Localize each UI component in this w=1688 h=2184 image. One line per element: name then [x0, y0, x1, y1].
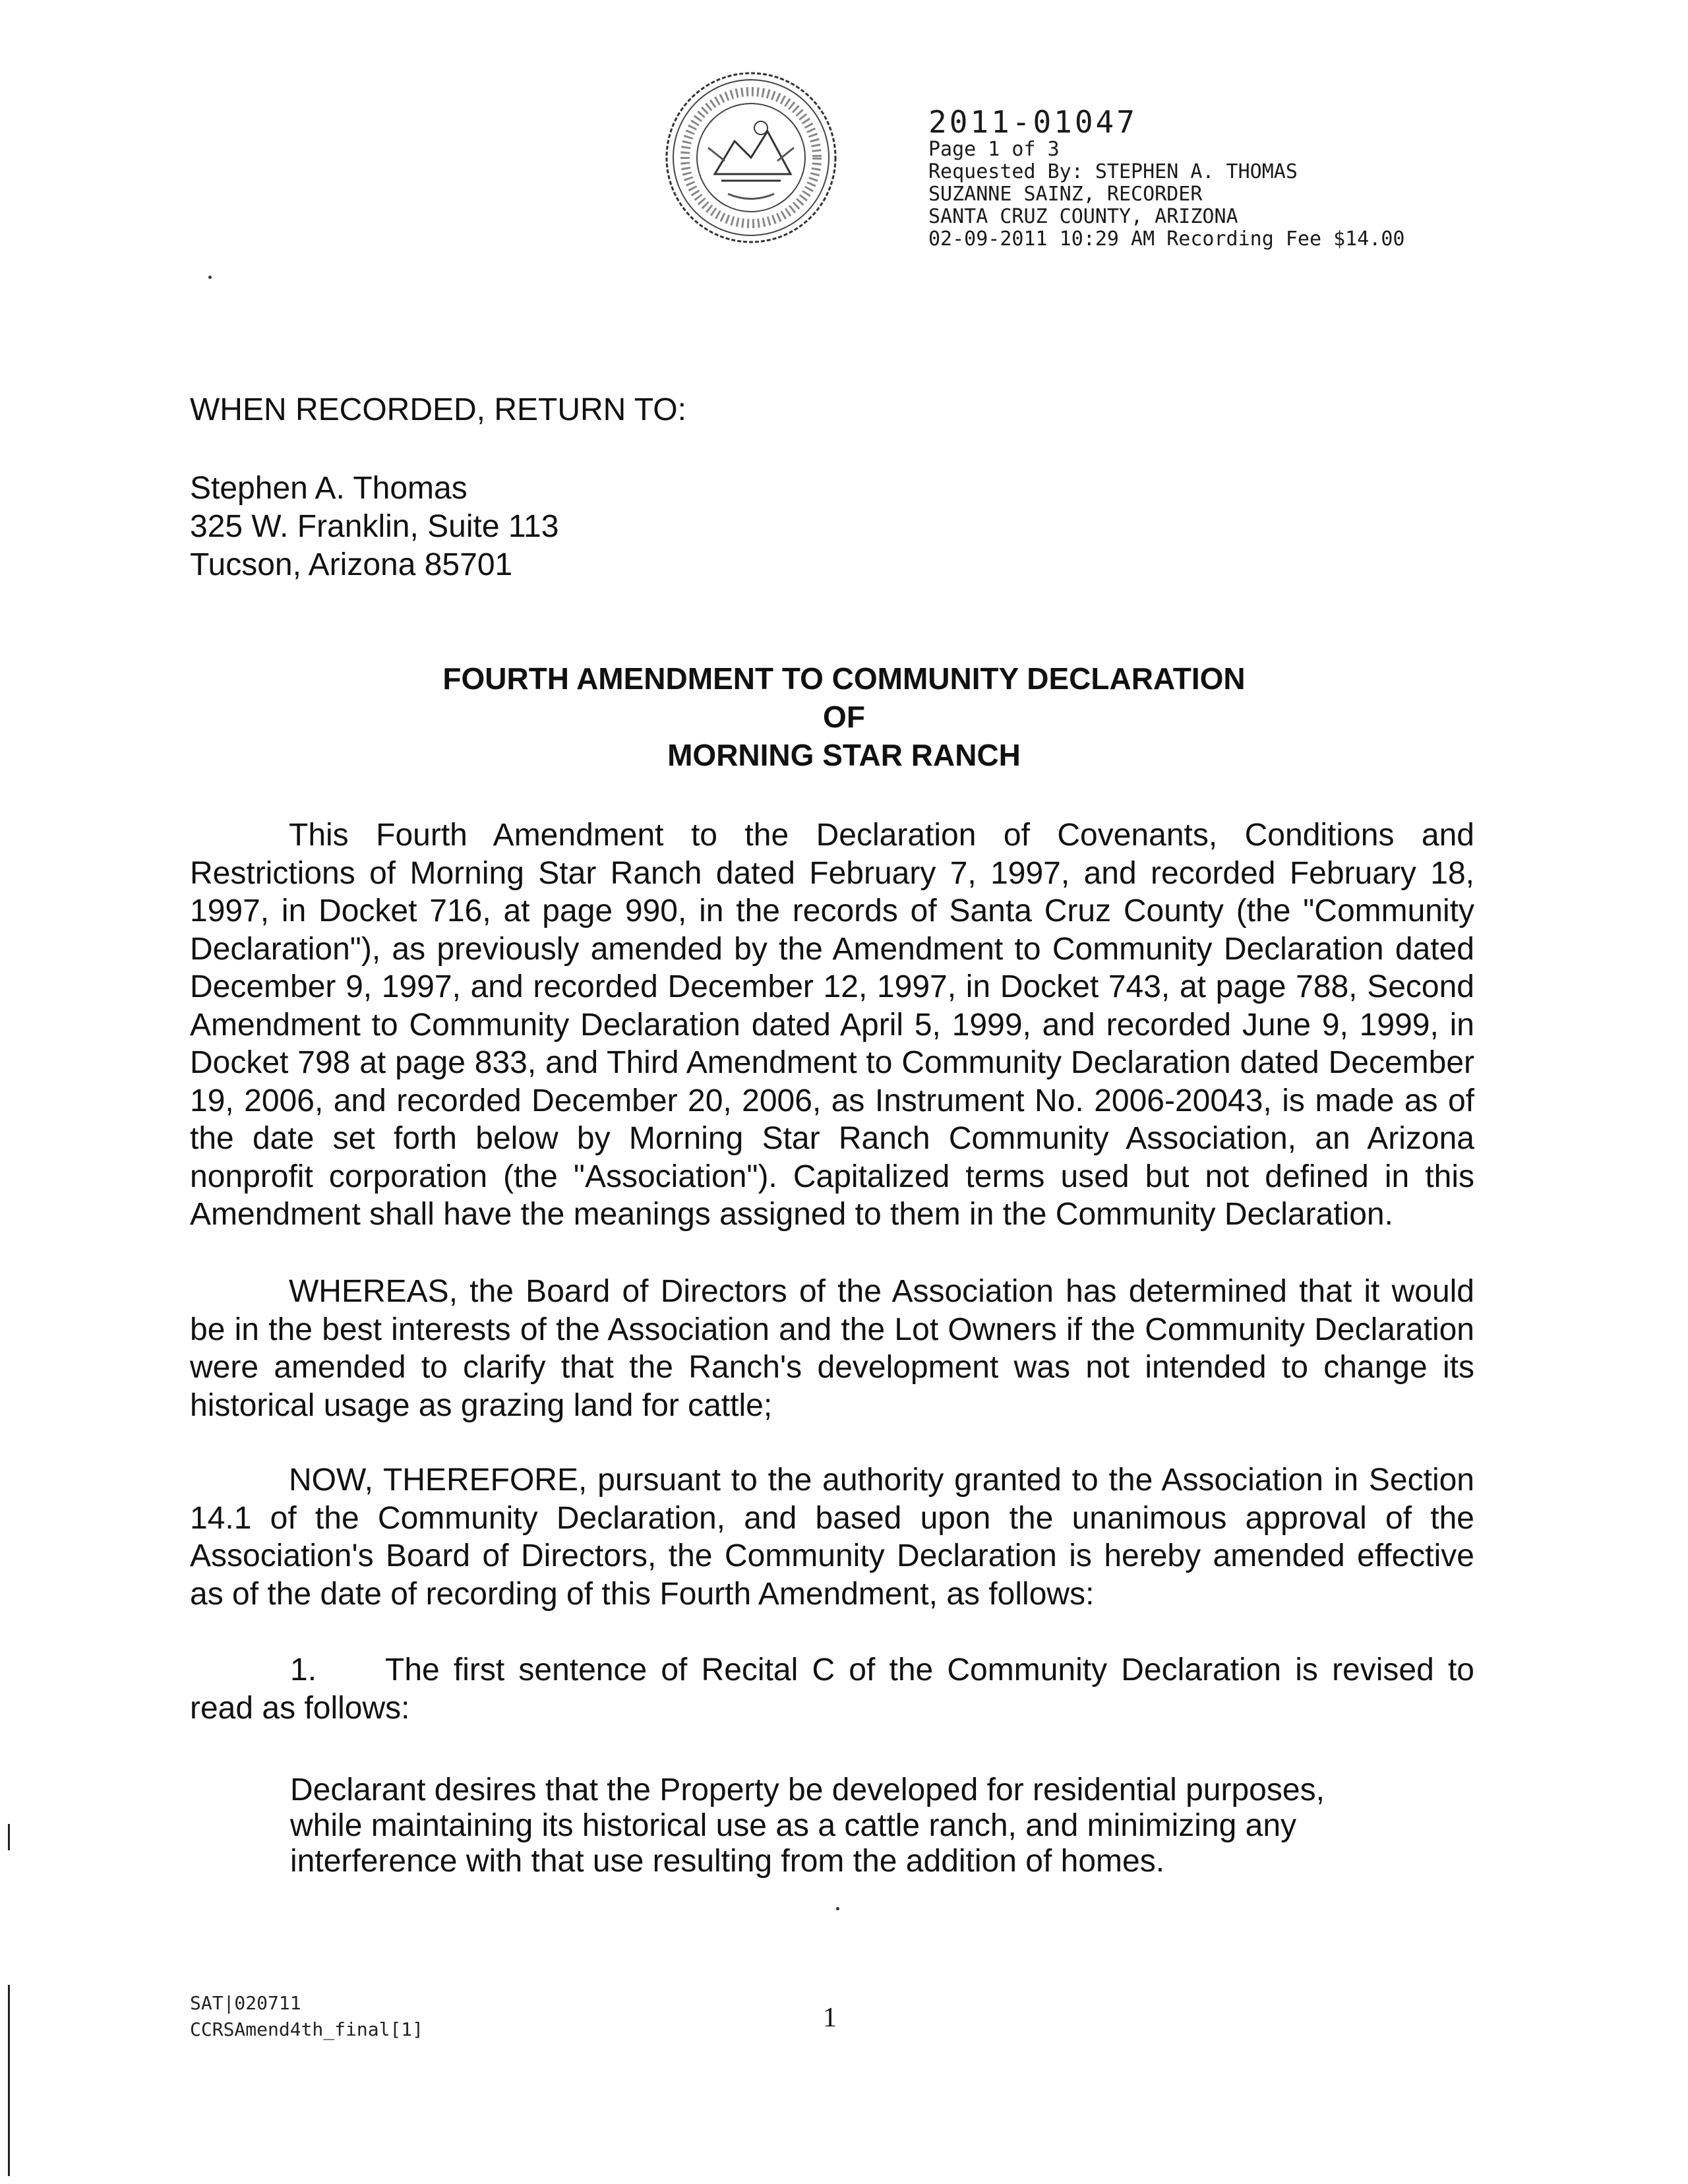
- title-line-3: MORNING STAR RANCH: [667, 738, 1021, 772]
- scan-margin-mark: [8, 1824, 10, 1850]
- county-seal-icon: [662, 69, 840, 247]
- recording-stamp: [928, 106, 1404, 251]
- document-title: [0, 659, 1688, 774]
- page-number: 1: [823, 2003, 837, 2033]
- document-number: 2011-01047: [928, 104, 1137, 140]
- whereas-paragraph: WHEREAS, the Board of Directors of the Association has determined that it would be in the best interests of the Association and the Lot Owners if the Community Declaration were amended to clarify that the Ranch's development was not intended to change its historical usage as grazing land for cattle;: [190, 1274, 1474, 1423]
- return-address-block: [190, 390, 686, 584]
- now-therefore-paragraph: NOW, THEREFORE, pursuant to the authority granted to the Association in Section 14.1 of the Community Declaration, and based upon the unanimous approval of the Association's Board of Directors, the Community Declaration is hereby amended effective as of the date of recording of this Fourth Amendment, as follows:: [190, 1463, 1474, 1612]
- item-1-number: 1.: [290, 1653, 317, 1687]
- footer-code-1: SAT|020711: [190, 1992, 301, 2014]
- requested-by: Requested By: STEPHEN A. THOMAS: [928, 160, 1298, 183]
- footer-file-code: [190, 1990, 423, 2043]
- recorder-name: SUZANNE SAINZ, RECORDER: [928, 183, 1203, 206]
- recording-date-fee: 02-09-2011 10:29 AM Recording Fee $14.00: [928, 228, 1405, 251]
- return-street: 325 W. Franklin, Suite 113: [190, 509, 559, 544]
- scan-speck: [208, 276, 212, 279]
- scan-speck: [836, 1907, 839, 1910]
- amendment-item-1: [190, 1651, 1474, 1727]
- scan-margin-mark: [8, 1985, 10, 2176]
- intro-paragraph: This Fourth Amendment to the Declaration of Covenants, Conditions and Restrictions of Morning Star Ranch dated February 7, 1997, and recorded February 18, 1997, in Docket 716, at page 990, in the records of Santa Cruz County (the "Community Declaration"), as previously amended by the Amendment to Community Declaration dated December 9, 1997, and recorded December 12, 1997, in Docket 743, at page 788, Second Amendment to Community Declaration dated April 5, 1999, and recorded June 9, 1999, in Docket 798 at page 833, and Third Amendment to Community Declaration dated December 19, 2006, and recorded December 20, 2006, as Instrument No. 2006-20043, is made as of the date set forth below by Morning Star Ranch Community Association, an Arizona nonprofit corporation (the "Association"). Capitalized terms used but not defined in this Amendment shall have the meanings assigned to them in the Community Declaration.: [190, 818, 1474, 1232]
- title-line-2: OF: [823, 700, 865, 734]
- county-name: SANTA CRUZ COUNTY, ARIZONA: [928, 205, 1238, 228]
- revised-recital-quote: Declarant desires that the Property be developed for residential purposes, while maintaining its historical use as a cattle ranch, and minimizing any interference with that use resulting from the addition of homes.: [290, 1773, 1325, 1879]
- return-heading: WHEN RECORDED, RETURN TO:: [190, 392, 686, 427]
- return-name: Stephen A. Thomas: [190, 471, 467, 506]
- item-1-text: The first sentence of Recital C of the Community Declaration is revised to read as follows:: [190, 1653, 1474, 1726]
- return-city: Tucson, Arizona 85701: [190, 547, 513, 582]
- page-info: Page 1 of 3: [928, 138, 1060, 161]
- footer-code-2: CCRSAmend4th_final[1]: [190, 2018, 424, 2040]
- title-line-1: FOURTH AMENDMENT TO COMMUNITY DECLARATION: [442, 661, 1246, 696]
